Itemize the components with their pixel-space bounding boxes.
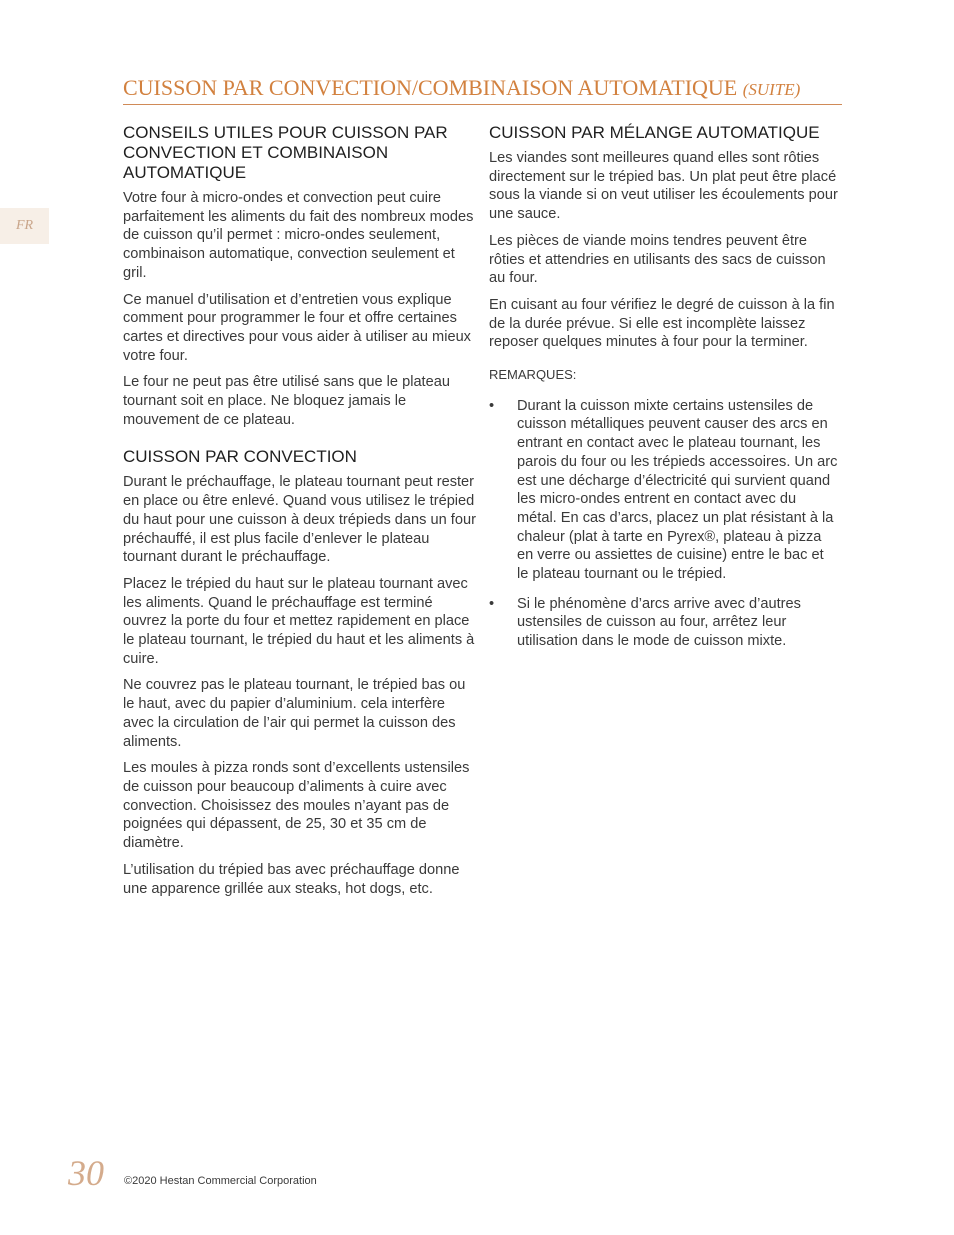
page-number: 30 [68,1153,104,1193]
page-title-suffix: (SUITE) [742,80,801,99]
paragraph: Placez le trépied du haut sur le plateau tournant avec les aliments. Quand le préchauffage est terminé ouvrez la porte du four et mettez rapidement en place le plateau tournant, le trépied du haut et les aliments à cuire. [123,575,475,667]
language-tab-label: FR [15,218,34,233]
paragraph: En cuisant au four vérifiez le degré de cuisson à la fin de la durée prévue. Si elle est incomplète laissez reposer quelques minutes à four pour la terminer. [489,296,835,351]
list-item [489,397,839,584]
bullet-icon: • [489,397,495,414]
list-item-text: Durant la cuisson mixte certains ustensiles de cuisson métalliques peuvent causer des arcs en entrant en contact avec le plateau tournant, les parois du four ou les trépieds accessoires. Un arc est une décharge d’électricité qui survient quand les micro-ondes entrent en contact avec du métal. En cas d’arcs, placez un plat résistant à la chaleur (plat à tarte en Pyrex®, plateau à pizza en verre ou assiettes de cuisine) entre le bac et le plateau tournant ou le trépied. [517,397,838,583]
paragraph: Les viandes sont meilleures quand elles sont rôties directement sur le trépied bas. Un plat peut être placé sous la viande si on veut utiliser les écoulements pour une sauce. [489,150,838,223]
paragraph: Le four ne peut pas être utilisé sans que le plateau tournant soit en place. Ne bloquez jamais le mouvement de ce plateau. [123,374,450,428]
paragraph: Ne couvrez pas le plateau tournant, le trépied bas ou le haut, avec du papier d’aluminium. cela interfère avec la circulation de l’air qui permet la cuisson des aliments. [123,677,466,750]
paragraph: Ce manuel d’utilisation et d’entretien vous explique comment pour programmer le four et offre certaines cartes et directives pour vous aider à utiliser au mieux votre four. [123,291,471,364]
list-item-text: Si le phénomène d’arcs arrive avec d’autres ustensiles de cuisson au four, arrêtez leur utilisation dans le mode de cuisson mixte. [517,595,801,650]
left-column [123,123,478,906]
right-column [489,123,839,662]
page-title [123,76,842,105]
copyright-text: ©2020 Hestan Commercial Corporation [124,1175,317,1187]
section-heading-tips: CONSEILS UTILES POUR CUISSON PAR CONVECTION ET COMBINAISON AUTOMATIQUE [123,123,448,182]
paragraph: Votre four à micro-ondes et convection peut cuire parfaitement les aliments du fait des nombreux modes de cuisson qu’il permet : micro-ondes seulement, combinaison automatique, convection seulement et gril. [123,190,474,281]
paragraph: Les pièces de viande moins tendres peuvent être rôties et attendries en utilisants des sacs de cuisson au four. [489,232,826,287]
section-heading-auto-mix: CUISSON PAR MÉLANGE AUTOMATIQUE [489,123,820,142]
paragraph: L’utilisation du trépied bas avec préchauffage donne une apparence grillée aux steaks, hot dogs, etc. [123,861,460,897]
remarks-label: REMARQUES: [489,367,577,383]
bullet-icon: • [489,595,495,612]
section-heading-convection: CUISSON PAR CONVECTION [123,447,357,467]
remarks-list [489,397,839,651]
page-title-text: CUISSON PAR CONVECTION/COMBINAISON AUTOMATIQUE [123,75,738,100]
paragraph: Durant le préchauffage, le plateau tournant peut rester en place ou être enlevé. Quand vous utilisez le trépied du haut pour une cuisson à deux trépieds dans un four préchauffé, il est plus facile d’enlever le plateau tournant durant le préchauffage. [123,474,476,566]
paragraph: Les moules à pizza ronds sont d’excellents ustensiles de cuisson pour beaucoup d’aliments à cuire avec convection. Choisissez des moules n’ayant pas de poignées qui dépassent, de 25, 30 et 35 cm de diamètre. [123,760,470,852]
list-item [489,595,839,651]
language-tab [0,208,49,244]
